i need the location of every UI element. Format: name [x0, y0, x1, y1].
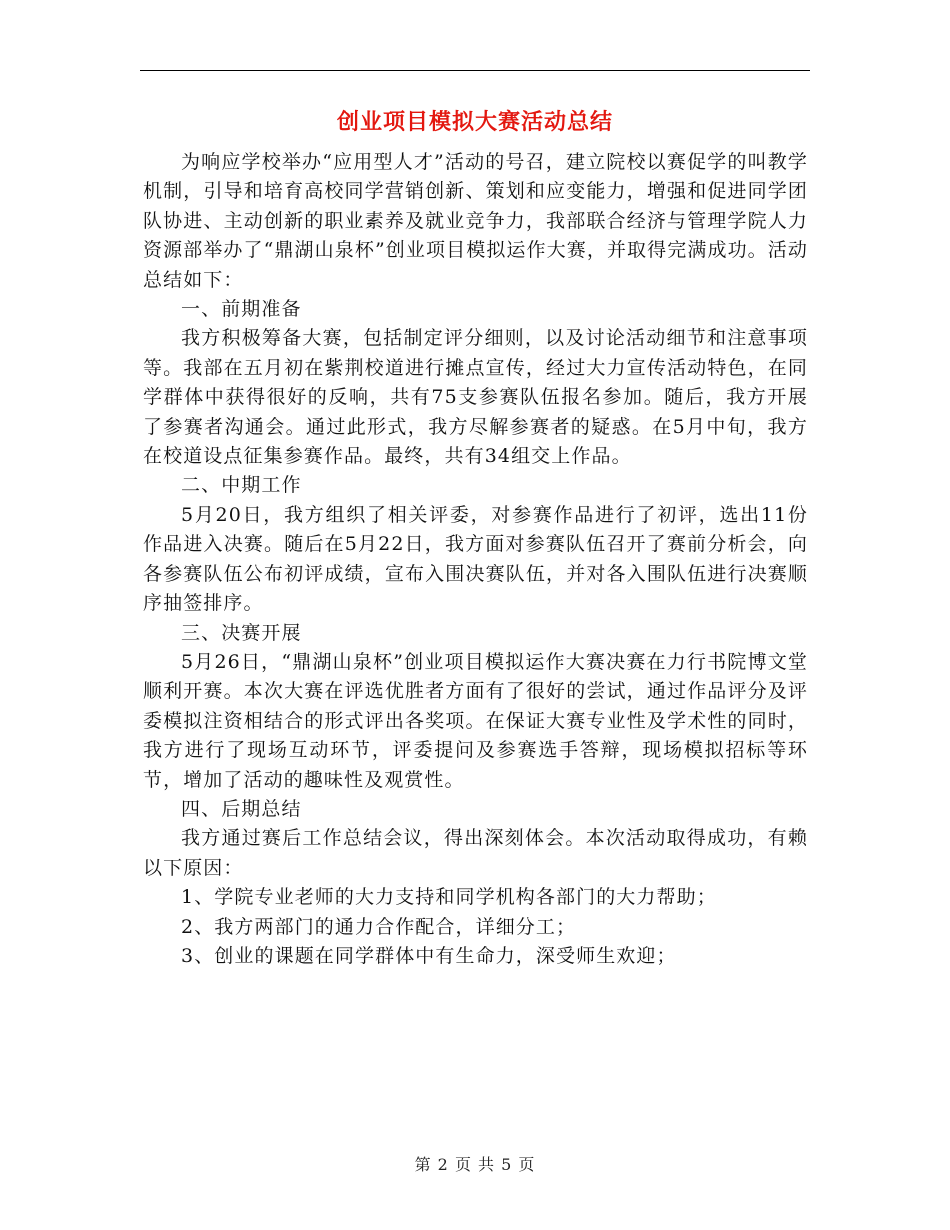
- header-rule: [140, 70, 810, 71]
- preparation-paragraph: 我方积极筹备大赛，包括制定评分细则，以及讨论活动细节和注意事项等。我部在五月初在紫荆校道进行摊点宣传，经过大力宣传活动特色，在同学群体中获得很好的反响，共有75支参赛队伍报名参加。随后，我方开展了参赛者沟通会。通过此形式，我方尽解参赛者的疑惑。在5月中旬，我方在校道设点征集参赛作品。最终，共有34组交上作品。: [143, 327, 808, 468]
- midterm-paragraph: 5月20日，我方组织了相关评委，对参赛作品进行了初评，选出11份作品进入决赛。随后在5月22日，我方面对参赛队伍召开了赛前分析会，向各参赛队伍公布初评成绩，宣布入围决赛队伍，并对各入围队伍进行决赛顺序抽签排序。: [143, 503, 808, 615]
- list-item-3: 3、创业的课题在同学群体中有生命力，深受师生欢迎；: [181, 944, 677, 967]
- list-item-2: 2、我方两部门的通力合作配合，详细分工；: [181, 915, 577, 938]
- section-heading-final: 三、决赛开展: [181, 621, 302, 644]
- section-heading-midterm: 二、中期工作: [181, 474, 302, 497]
- document-body: [143, 148, 808, 971]
- intro-paragraph: 为响应学校举办“应用型人才”活动的号召，建立院校以赛促学的叫教学机制，引导和培育高校同学营销创新、策划和应变能力，增强和促进同学团队协进、主动创新的职业素养及就业竞争力，我部联合经济与管理学院人力资源部举办了“鼎湖山泉杯”创业项目模拟运作大赛，并取得完满成功。活动总结如下：: [143, 151, 808, 291]
- final-paragraph: 5月26日，“鼎湖山泉杯”创业项目模拟运作大赛决赛在力行书院博文堂顺利开赛。本次大赛在评选优胜者方面有了很好的尝试，通过作品评分及评委模拟注资相结合的形式评出各奖项。在保证大赛专业性及学术性的同时，我方进行了现场互动环节，评委提问及参赛选手答辩，现场模拟招标等环节，增加了活动的趣味性及观赏性。: [143, 650, 808, 791]
- summary-paragraph: 我方通过赛后工作总结会议，得出深刻体会。本次活动取得成功，有赖以下原因：: [143, 827, 808, 879]
- list-item-1: 1、学院专业老师的大力支持和同学机构各部门的大力帮助；: [181, 886, 717, 909]
- document-title: 创业项目模拟大赛活动总结: [336, 110, 613, 135]
- section-heading-preparation: 一、前期准备: [181, 298, 302, 321]
- page-number-footer: 第 2 页 共 5 页: [414, 1155, 536, 1174]
- section-heading-summary: 四、后期总结: [181, 797, 302, 820]
